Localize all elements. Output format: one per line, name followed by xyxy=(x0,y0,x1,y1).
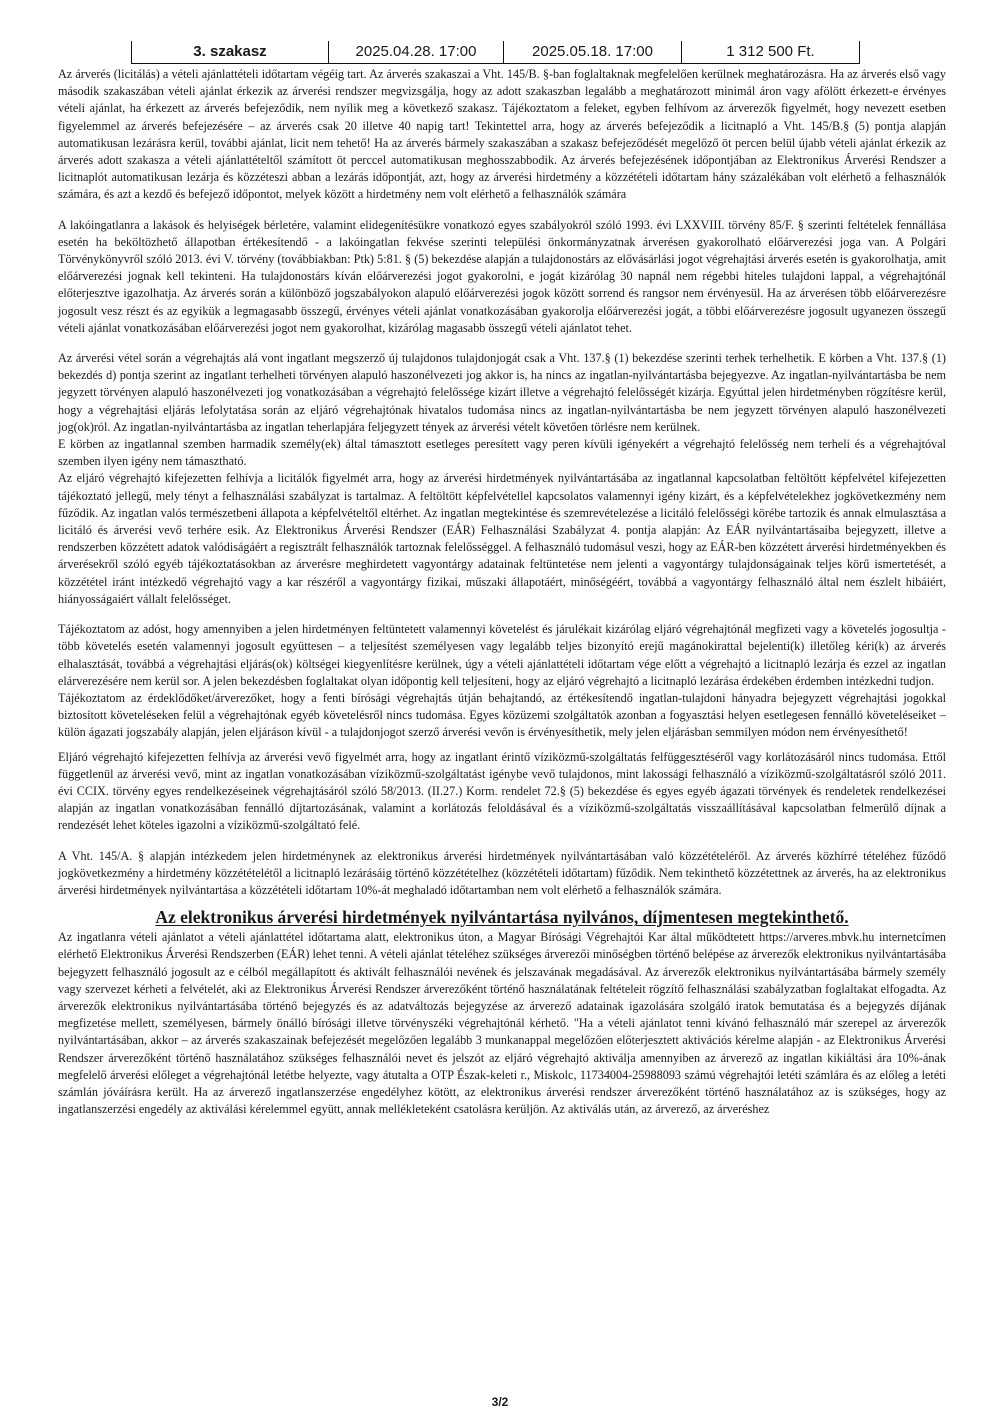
document-body xyxy=(58,66,946,1118)
paragraph-publication: A Vht. 145/A. § alapján intézkedem jelen hirdetménynek az elektronikus árverési hirdetmények nyilvántartásában való közzétételéről. Az árverés közhírré tételéhez fűződő jogkövetkezmény a hirdetmény közzétételétől a licitnapló lezárásáig történő közzétételhez (közzétételi időtartam) fűződik. Nem tekinthető közzétettnek az árverés, ha az elektronikus árverési hirdetmények nyilvántartása a közzétételi időtartam 10%-át meghaladó időtartamban nem volt elérhető a felhasználók számára. xyxy=(58,848,946,897)
paragraph-electronic-bidding: Az ingatlanra vételi ajánlatot a vételi ajánlattétel időtartama alatt, elektronikus úton, a Magyar Bírósági Végrehajtói Kar által működtetett https://arveres.mbvk.hu internetcímen elérhető Elektronikus Árverési Rendszerben (EÁR) lehet tenni. A vételi ajánlat tételéhez szükséges árverezői minőségben történő belépése az árverezők elektronikus nyilvántartásába bejegyzett felhasználó jogosult az e célból megállapított és aktivált felhasználói nevének és jelszavának megadásával. Az árverezők elektronikus nyilvántartásába bármely személy vagy szervezet kérheti a felvételét, aki az Elektronikus Árverési Rendszer árverezőként történő használatának feltételeit rögzítő felhasználási szabályzatban foglaltakat elfogadta. Az árverezők elektronikus nyilvántartásába történő bejegyzés és az adatváltozás bejegyzése az árverező adatainak igazolására szolgáló iratok bemutatása és a bejegyzés díjának megfizetése mellett, személyesen, bármely önálló bírósági illetve törvényszéki végrehajtónál kérhető. "Ha a vételi ajánlatot tenni kívánó felhasználó már szerepel az árverezők nyilvántartásában, akkor – az árverés szakaszainak befejezését megelőzően legalább 3 munkanappal megelőzően előterjesztett aktivációs kérelme alapján - az Elektronikus Árverési Rendszer árverezőként történő használatához szükséges felhasználói nevet és jelszót az eljáró végrehajtó aktiválja amennyiben az árverező az ingatlan kikiáltási ára 10%-ának megfelelő árverési előleget a végrehajtónál letétbe helyezte, vagy átutalta a OTP Észak-keleti r., Miskolc, 11734004-25988093 számú végrehajtói letéti számlára és az előleg a letéti számlán jóváírásra került. Ha az árverező ingatlanszerzése engedélyhez kötött, az elektronikus árverési rendszer árverezőként történő használatához az is szükséges, hogy az ingatlanszerzési engedély az aktiválási kérelemmel együtt, annak mellékleteként csatolásra kerüljön. Az aktiválás után, az árverező, az árveréshez xyxy=(58,930,946,1117)
stage-end-time: 2025.05.18. 17:00 xyxy=(503,41,681,63)
paragraph-bidder-notice: Tájékoztatom az érdeklődőket/árverezőket, hogy a fenti bírósági végrehajtás útján behajtandó, az értékesítendő ingatlan-tulajdoni hányadra bejegyzett végrehajtási jogokkal biztosított követeléseken felül a végrehajtónak egyéb követelésről nincs tudomása. Egyes közüzemi szolgáltatók azonban a fogyasztási helyen esetlegesen fennálló követeléseiket – külön ágazati jogszabály alapján, jelen eljáráson kívül - a tulajdonjogot szerző árverési vevőn is érvényesíthetik, mely jelen eljárásban semmilyen módon nem érvényesíthető! xyxy=(58,690,946,740)
public-registry-heading: Az elektronikus árverési hirdetmények nyilvántartása nyilvános, díjmentesen megtekinthető. xyxy=(155,907,849,928)
stage-minimum-price: 1 312 500 Ft. xyxy=(681,41,860,63)
paragraph-pre-auction-rights: A lakóingatlanra a lakások és helyiségek bérletére, valamint elidegenítésükre vonatkozó egyes szabályokról szóló 1993. évi LXXVIII. törvény 85/F. § szerinti feltételek fennállása esetén ha beköltözhető állapotban értékesítendő - a lakóingatlan fekvése szerinti települési önkormányzatnak árverésen gyakorolható előárverezési joga van. A Polgári Törvénykönyvről szóló 2013. évi V. törvény (továbbiakban: Ptk) 5:81. § (5) bekezdése alapján a tulajdonostárs az elővásárlási jogot végrehajtási árverés esetén is gyakorolhatja, amit előárverezési jognak kell tekinteni. Ha tulajdonostárs kíván előárverezési jogot gyakorolni, e jogát kizárólag 30 napnál nem régebbi hiteles tulajdoni lappal, a végrehajtónál előterjesztve igazolhatja. Az árverés során a különböző jogszabályokon alapuló előárverezési jogok között sorrend és rangsor nem érvényesül. Ha az árverésen több előárverezésre jogosult vesz részt és az egyikük a legmagasabb összegű, érvényes vételi ajánlat vonatkozásában gyakorolja előárverezési jogát, a többi előárverezésre jogosult ugyanezen összegű vételi ajánlat vonatkozásában előárverezési jogot nem gyakorolhat, kizárólag magasabb összegű vételi ajánlatot tehet. xyxy=(58,217,946,335)
paragraph-encumbrances: Az árverési vétel során a végrehajtás alá vont ingatlant megszerző új tulajdonos tulajdonjogát csak a Vht. 137.§ (1) bekezdése szerinti terhek terhelhetik. E körben a Vht. 137.§ (1) bekezdés d) pontja szerint az ingatlant terhelheti törvényen alapuló haszonélvezeti jog akkor is, ha nincs az ingatlan-nyilvántartásba bejegyezve. Az ingatlan-nyilvántartásba be nem jegyzett törvényen alapuló haszonélvezeti jog vonatkozásában a végrehajtó felelőssége kizárt illetve a végrehajtó felelősségét kizárja. Egyúttal jelen hirdetményben rögzítésre kerül, hogy a végrehajtási eljárás lefolytatása során az eljáró végrehajtónak hivatalos tudomása nincs az ingatlan-nyilvántartásba be nem jegyzett törvényen alapuló haszonélvezeti jog(ok)ról. Az ingatlan-nyilvántartásba az ingatlan teherlapjára feljegyzett tények az árverési vételt követően törlésre nem kerülnek. xyxy=(58,351,946,434)
paragraph-third-party-claims: E körben az ingatlannal szemben harmadik személy(ek) által támasztott esetleges peresített vagy peren kívüli igényekért a végrehajtó felelősség nem terheli és a végrehajtóval szemben ilyen igény nem támasztható. xyxy=(58,437,946,469)
paragraph-photo-disclaimer: Az eljáró végrehajtó kifejezetten felhívja a licitálók figyelmét arra, hogy az árverési hirdetmények nyilvántartásába az ingatlannal kapcsolatban feltöltött képfelvétel kifejezetten tájékoztató jellegű, mely tényt a felhasználási szabályzat is tartalmaz. A feltöltött képfelvétellel kapcsolatos valamennyi igény kizárt, és a képfelvételekhez jogkövetkezmény nem fűződik. Az ingatlan valós természetbeni állapota a képfelvételtől eltérhet. Az ingatlan megtekintése és szemrevételezése a licitáló felelősségi körébe tartozik és annak elmulasztása a licitáló és árverési vevő terhére esik. Az Elektronikus Árverési Rendszer (EÁR) Felhasználási Szabályzat 4. pontja alapján: Az EÁR nyilvántartásaiba bejegyzett, illetve a rendszerben közzétett adatok valódiságáért a regisztrált felhasználók tartoznak felelősséggel. A felhasználó tudomásul veszi, hogy az EÁR-ben közzétett árverési hirdetményekben és árverésekről szóló egyéb tájékoztatásokban az árverésre meghirdetett vagyontárgy adatainak feltüntetése nem jelenti a vagyontárgy tulajdonságainak teljes körű ismertetését, a közzététel iránt intézkedő végrehajtó vagy a kar részéről a vagyontárgy fizikai, műszaki állapotáért, minőségéért, továbbá a vagyontárgy felhasználó által nem észlelt hibáiért, hiányosságaiért vállalt felelősséget. xyxy=(58,471,946,606)
paragraph-water-utility: Eljáró végrehajtó kifejezetten felhívja az árverési vevő figyelmét arra, hogy az ingatlant érintő víziközmű-szolgáltatás felfüggesztéséről vagy korlátozásáról nincs tudomása. Ettől függetlenül az árverési vevő, mint az ingatlan vonatkozásában víziközmű-szolgáltatást igénybe vevő tulajdonos, mint lakossági felhasználó a víziközmű-szolgáltatásról szóló 2011. évi CCIX. törvény egyes rendelkezéseinek végrehajtásáról szóló 58/2013. (II.27.) Korm. rendelet 72.§ (5) bekezdése és egyes egyéb ágazati törvények és rendeletek rendelkezései alapján az ingatlan vonatkozásában fennálló díjtartozásának, valamint a korlátozás feloldásával és a víziközmű-szolgáltatás visszaállításával kapcsolatban felmerülő díjnak a rendezését lehet köteles igazolni a víziközmű-szolgáltató felé. xyxy=(58,749,946,833)
stage-start-time: 2025.04.28. 17:00 xyxy=(328,41,503,63)
paragraph-debtor-notice: Tájékoztatom az adóst, hogy amennyiben a jelen hirdetményen feltüntetett valamennyi követelést és járulékait kizárólag eljáró végrehajtónál megfizeti vagy a követelés jogosultja - több követelés esetén valamennyi jogosult együttesen – a teljesítést személyesen vagy legalább teljes bizonyító erejű magánokirattal bejelenti(k) illetőleg kéri(k) az árverés elhalasztását, továbbá a végrehajtási eljárás(ok) költségei kiegyenlítésre kerülnek, úgy a vételi ajánlattételi időtartam vége előtt a végrehajtó a licitnapló lezárja és ezzel az ingatlan elárverezésére nem kerül sor. A jelen bekezdésben foglaltakat olyan időpontig kell teljesíteni, hogy az eljáró végrehajtó a licitnapló lezárása érdekében érdemben intézkedni tudjon. xyxy=(58,622,946,688)
page-number: 3/2 xyxy=(491,1395,509,1409)
stage-label: 3. szakasz xyxy=(131,41,328,63)
auction-stage-row xyxy=(131,41,860,64)
paragraph-auction-stages: Az árverés (licitálás) a vételi ajánlattételi időtartam végéig tart. Az árverés szakaszai a Vht. 145/B. §-ban foglaltaknak megfelelően kerülnek meghatározásra. Ha az árverés első vagy második szakaszában vételi ajánlat érkezik az árverési rendszer megvizsgálja, hogy az adott szakaszban legalább a meghatározott minimál áron vagy afölött érkezett-e érvényes vételi ajánlat, ha érkezett az árverés befejeződik, nem nyílik meg a következő szakasz. Tájékoztatom a feleket, egyben felhívom az árverezők figyelmét, hogy nevezett esetben figyelemmel az árverés befejezésére – az árverés csak 20 illetve 40 napig tart! Tekintettel arra, hogy az árverés befejeződik a licitnapló a Vht. 145/B.§ (5) pontja alapján automatikusan lezárásra kerül, további ajánlat, licit nem tehető! Ha az árverés bármely szakaszában a szakasz befejeződését megelőző öt percen belül újabb vételi ajánlat érkezik az árverés adott szakasza a vételi ajánlattételtől számított öt perccel automatikusan meghosszabbodik. Az árverés befejezésének időpontjában az Elektronikus Árverési Rendszer a licitnaplót automatikusan lezárja és közzéteszi abban a lezárás időpontját, azt, hogy az árverési hirdetmény a közzétételi időtartam hány százalékában volt elérhető a felhasználók számára, és azt a kezdő és befejező időpontot, melyek között a hirdetmény nem volt elérhető a felhasználók számára xyxy=(58,67,946,202)
